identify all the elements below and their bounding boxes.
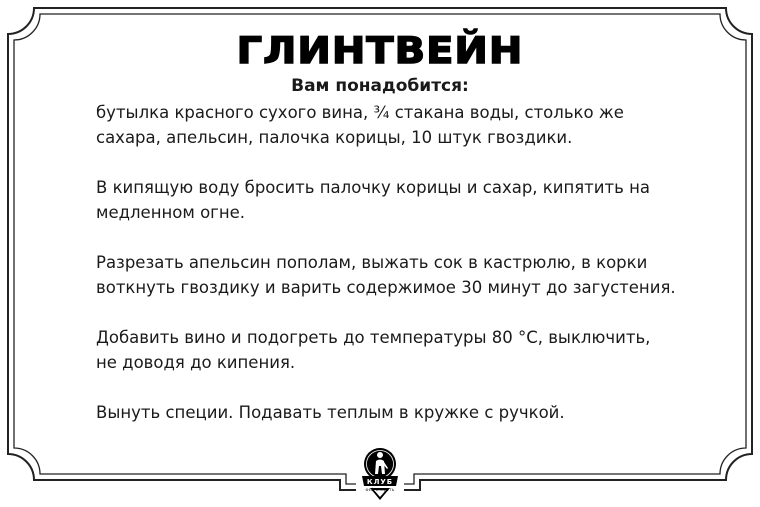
logo-subtitle: ФЕЙ ВЛАДУТЬ [365, 488, 395, 492]
logo-name: КЛУБ [366, 478, 394, 486]
paragraph-step-4: Вынуть специи. Подавать теплым в кружке с ручкой. [96, 403, 565, 422]
paragraph-step-3: Добавить вино и подогреть до температуры 80 °С, выключить, не доводя до кипения. [96, 328, 651, 372]
recipe-title: ГЛИНТВЕЙН [236, 29, 524, 73]
club-logo-icon [356, 440, 404, 504]
recipe-card [60, 20, 700, 440]
paragraph-step-2: Разрезать апельсин пополам, выжать сок в кастрюлю, в корки воткнуть гвоздику и варить содержимое 30 минут до загустения. [96, 253, 676, 297]
paragraph-step-1: В кипящую воду бросить палочку корицы и сахар, кипятить на медленном огне. [96, 178, 650, 222]
recipe-body [96, 100, 676, 450]
ingredients-heading: Вам понадобится: [291, 76, 469, 96]
paragraph-ingredients: бутылка красного сухого вина, ¾ стакана воды, столько же сахара, апельсин, палочка корицы, 10 штук гвоздики. [96, 103, 624, 147]
